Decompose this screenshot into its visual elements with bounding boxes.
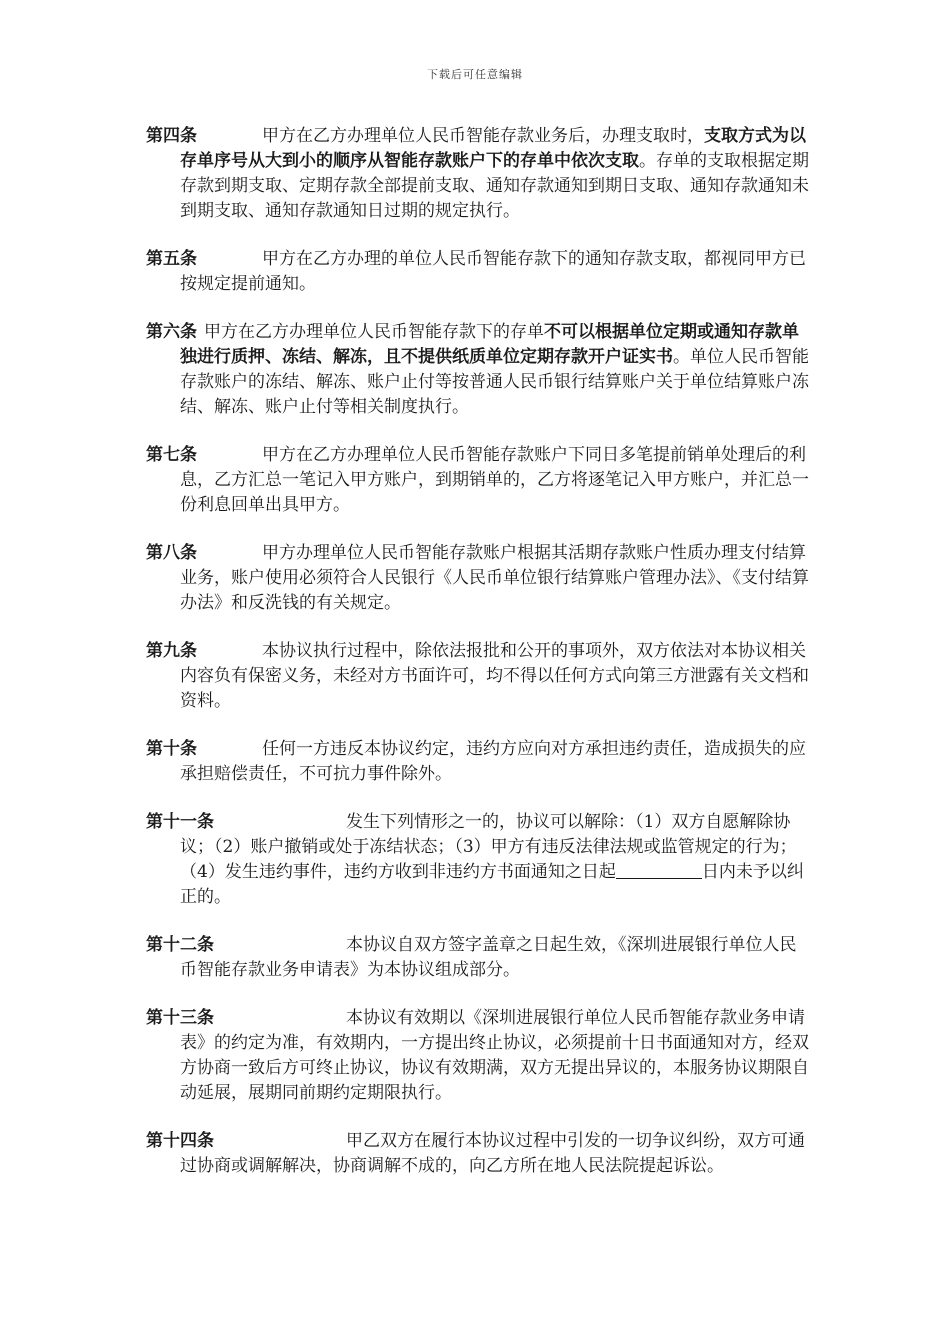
clause-title: 第十三条 <box>146 1008 214 1028</box>
clause-emphasis: 不可以根据单位定期或通知存款单独进行质押、冻结、解冻，且不提供纸质单位定期存款开户证实书 <box>180 322 799 367</box>
clause-title: 第十四条 <box>146 1131 214 1151</box>
clause-title: 第五条 <box>146 249 197 269</box>
clause-text: 任何一方违反本协议约定，违约方应向对方承担违约责任，造成损失的应承担赔偿责任，不可抗力事件除外。 <box>180 739 806 784</box>
clause-text: 日内未予以纠正的。 <box>180 862 804 907</box>
clause-title: 第八条 <box>146 543 197 563</box>
clause-title: 第十二条 <box>146 935 214 955</box>
clause-text: 甲方办理单位人民币智能存款账户根据其活期存款账户性质办理支付结算业务，账户使用必须符合人民银行《人民币单位银行结算账户管理办法》、《支付结算办法》和反洗钱的有关规定。 <box>180 543 809 613</box>
clause-title: 第六条 <box>146 322 197 342</box>
clause-5 <box>146 247 810 297</box>
clause-13 <box>146 1006 810 1106</box>
clause-7 <box>146 443 810 518</box>
clause-text: 甲方在乙方办理单位人民币智能存款业务后，办理支取时， <box>262 126 704 146</box>
clause-9 <box>146 639 810 714</box>
clause-text: 。存单的支取根据定期存款到期支取、定期存款全部提前支取、通知存款通知到期日支取、通知存款通知未到期支取、通知存款通知日过期的规定执行。 <box>180 151 809 221</box>
clause-title: 第七条 <box>146 445 197 465</box>
clause-6 <box>146 320 810 420</box>
clause-10 <box>146 737 810 787</box>
agreement-clauses <box>146 124 810 1202</box>
clause-11 <box>146 810 810 910</box>
clause-text: 本协议执行过程中，除依法报批和公开的事项外，双方依法对本协议相关内容负有保密义务，未经对方书面许可，均不得以任何方式向第三方泄露有关文档和资料。 <box>180 641 809 711</box>
clause-emphasis: 支取方式为以存单序号从大到小的顺序从智能存款账户下的存单中依次支取 <box>180 126 806 171</box>
clause-title: 第九条 <box>146 641 197 661</box>
clause-8 <box>146 541 810 616</box>
page-header-note: 下载后可任意编辑 <box>427 68 523 81</box>
clause-text: 甲方在乙方办理单位人民币智能存款账户下同日多笔提前销单处理后的利息，乙方汇总一笔记入甲方账户，到期销单的，乙方将逐笔记入甲方账户，并汇总一份利息回单出具甲方。 <box>180 445 809 515</box>
clause-title: 第十条 <box>146 739 197 759</box>
clause-text: 甲乙双方在履行本协议过程中引发的一切争议纠纷，双方可通过协商或调解解决，协商调解不成的，向乙方所在地人民法院提起诉讼。 <box>180 1131 805 1176</box>
clause-4 <box>146 124 810 224</box>
clause-text: 甲方在乙方办理的单位人民币智能存款下的通知存款支取，都视同甲方已按规定提前通知。 <box>180 249 806 294</box>
clause-title: 第十一条 <box>146 812 214 832</box>
days-blank-field <box>616 860 702 879</box>
clause-text: 甲方在乙方办理单位人民币智能存款下的存单 <box>204 322 544 342</box>
clause-14 <box>146 1129 810 1179</box>
clause-text: 本协议自双方签字盖章之日起生效，《深圳进展银行单位人民币智能存款业务申请表》为本协议组成部分。 <box>180 935 797 980</box>
clause-text: 发生下列情形之一的，协议可以解除：（1）双方自愿解除协议；（2）账户撤销或处于冻结状态；（3）甲方有违反法律法规或监管规定的行为；（4）发生违约事件，违约方收到非违约方书面通知之日起 <box>180 812 797 882</box>
clause-12 <box>146 933 810 983</box>
clause-text: 本协议有效期以《深圳进展银行单位人民币智能存款业务申请表》的约定为准，有效期内，一方提出终止协议，必须提前十日书面通知对方，经双方协商一致后方可终止协议，协议有效期满，双方无提出异议的，本服务协议期限自动延展，展期同前期约定期限执行。 <box>180 1008 809 1103</box>
clause-title: 第四条 <box>146 126 197 146</box>
clause-text: 。单位人民币智能存款账户的冻结、解冻、账户止付等按普通人民币银行结算账户关于单位结算账户冻结、解冻、账户止付等相关制度执行。 <box>180 347 809 417</box>
